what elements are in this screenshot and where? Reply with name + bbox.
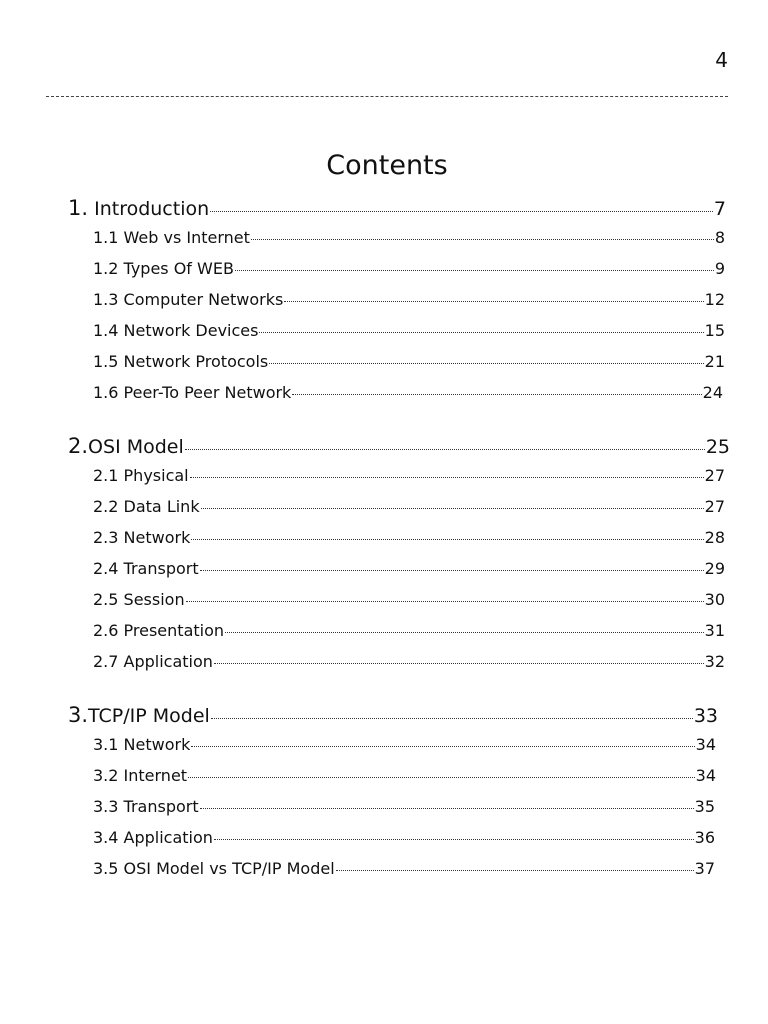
toc-section-entry[interactable] xyxy=(93,735,716,766)
chapter-number: 3. xyxy=(68,703,89,727)
toc-chapter-entry[interactable] xyxy=(68,434,730,466)
toc-section-entry[interactable] xyxy=(93,466,725,497)
toc-chapter-2 xyxy=(0,434,768,683)
section-page: 31 xyxy=(704,621,725,640)
chapter-page: 7 xyxy=(713,198,726,220)
chapter-page: 25 xyxy=(705,436,730,458)
section-page: 21 xyxy=(704,352,725,371)
dot-leader xyxy=(190,476,704,478)
dot-leader xyxy=(191,745,694,747)
dot-leader xyxy=(251,238,714,240)
section-page: 29 xyxy=(704,559,725,578)
toc-section-entry[interactable] xyxy=(93,497,725,528)
dot-leader xyxy=(186,600,704,602)
section-page: 8 xyxy=(714,228,725,247)
toc-section-entry[interactable] xyxy=(93,321,725,352)
section-page: 30 xyxy=(704,590,725,609)
section-page: 9 xyxy=(714,259,725,278)
chapter-page: 33 xyxy=(693,705,718,727)
section-page: 24 xyxy=(702,383,723,402)
toc-chapter-entry[interactable] xyxy=(68,703,718,735)
toc-section-entry[interactable] xyxy=(93,383,723,414)
header-divider xyxy=(46,96,728,97)
page-title: Contents xyxy=(326,150,448,181)
toc-chapter-entry[interactable] xyxy=(68,196,726,228)
section-page: 32 xyxy=(704,652,725,671)
section-label: 1.2 Types Of WEB xyxy=(93,259,234,278)
toc-section-entry[interactable] xyxy=(93,859,715,890)
dot-leader xyxy=(284,300,703,302)
section-page: 15 xyxy=(704,321,725,340)
section-page: 35 xyxy=(694,797,715,816)
section-label: 3.2 Internet xyxy=(93,766,188,785)
toc-section-entry[interactable] xyxy=(93,290,725,321)
chapter-number: 2. xyxy=(68,434,89,458)
toc-section-entry[interactable] xyxy=(93,797,715,828)
section-label: 2.3 Network xyxy=(93,528,191,547)
toc-section-entry[interactable] xyxy=(93,652,725,683)
dot-leader xyxy=(200,569,704,571)
toc-section-entry[interactable] xyxy=(93,828,715,859)
section-label: 1.3 Computer Networks xyxy=(93,290,284,309)
section-page: 36 xyxy=(694,828,715,847)
dot-leader xyxy=(235,269,714,271)
section-page: 27 xyxy=(704,497,725,516)
section-label: 3.4 Application xyxy=(93,828,213,847)
toc-section-entry[interactable] xyxy=(93,559,725,590)
section-page: 34 xyxy=(695,735,716,754)
toc-section-entry[interactable] xyxy=(93,766,716,797)
section-label: 2.5 Session xyxy=(93,590,185,609)
section-page: 34 xyxy=(695,766,716,785)
page-number: 4 xyxy=(715,48,728,72)
section-page: 27 xyxy=(704,466,725,485)
dot-leader xyxy=(269,362,703,364)
section-label: 1.6 Peer-To Peer Network xyxy=(93,383,292,402)
section-page: 28 xyxy=(704,528,725,547)
section-label: 2.7 Application xyxy=(93,652,213,671)
section-label: 3.1 Network xyxy=(93,735,191,754)
toc-chapter-3 xyxy=(0,703,768,890)
dot-leader xyxy=(225,631,704,633)
dot-leader xyxy=(200,807,694,809)
section-label: 1.5 Network Protocols xyxy=(93,352,269,371)
dot-leader xyxy=(201,507,704,509)
chapter-number: 1. xyxy=(68,196,89,220)
dot-leader xyxy=(214,662,704,664)
dot-leader xyxy=(214,838,694,840)
dot-leader xyxy=(191,538,703,540)
dot-leader xyxy=(211,717,693,719)
toc-section-entry[interactable] xyxy=(93,228,725,259)
section-page: 37 xyxy=(694,859,715,878)
toc-section-entry[interactable] xyxy=(93,621,725,652)
section-label: 2.4 Transport xyxy=(93,559,199,578)
section-page: 12 xyxy=(704,290,725,309)
dot-leader xyxy=(336,869,694,871)
section-label: 1.1 Web vs Internet xyxy=(93,228,250,247)
section-label: 3.3 Transport xyxy=(93,797,199,816)
section-label: 3.5 OSI Model vs TCP/IP Model xyxy=(93,859,335,878)
section-label: 2.2 Data Link xyxy=(93,497,200,516)
dot-leader xyxy=(259,331,703,333)
toc-section-entry[interactable] xyxy=(93,590,725,621)
chapter-title: TCP/IP Model xyxy=(88,705,210,727)
toc-section-entry[interactable] xyxy=(93,528,725,559)
chapter-title: Introduction xyxy=(94,198,210,220)
section-label: 2.6 Presentation xyxy=(93,621,225,640)
section-label: 2.1 Physical xyxy=(93,466,189,485)
toc-section-entry[interactable] xyxy=(93,352,725,383)
dot-leader xyxy=(292,393,701,395)
dot-leader xyxy=(185,448,705,450)
table-of-contents xyxy=(0,196,768,910)
dot-leader xyxy=(210,210,713,212)
dot-leader xyxy=(188,776,695,778)
toc-section-entry[interactable] xyxy=(93,259,725,290)
section-label: 1.4 Network Devices xyxy=(93,321,259,340)
toc-chapter-1 xyxy=(0,196,768,414)
chapter-title: OSI Model xyxy=(88,436,184,458)
